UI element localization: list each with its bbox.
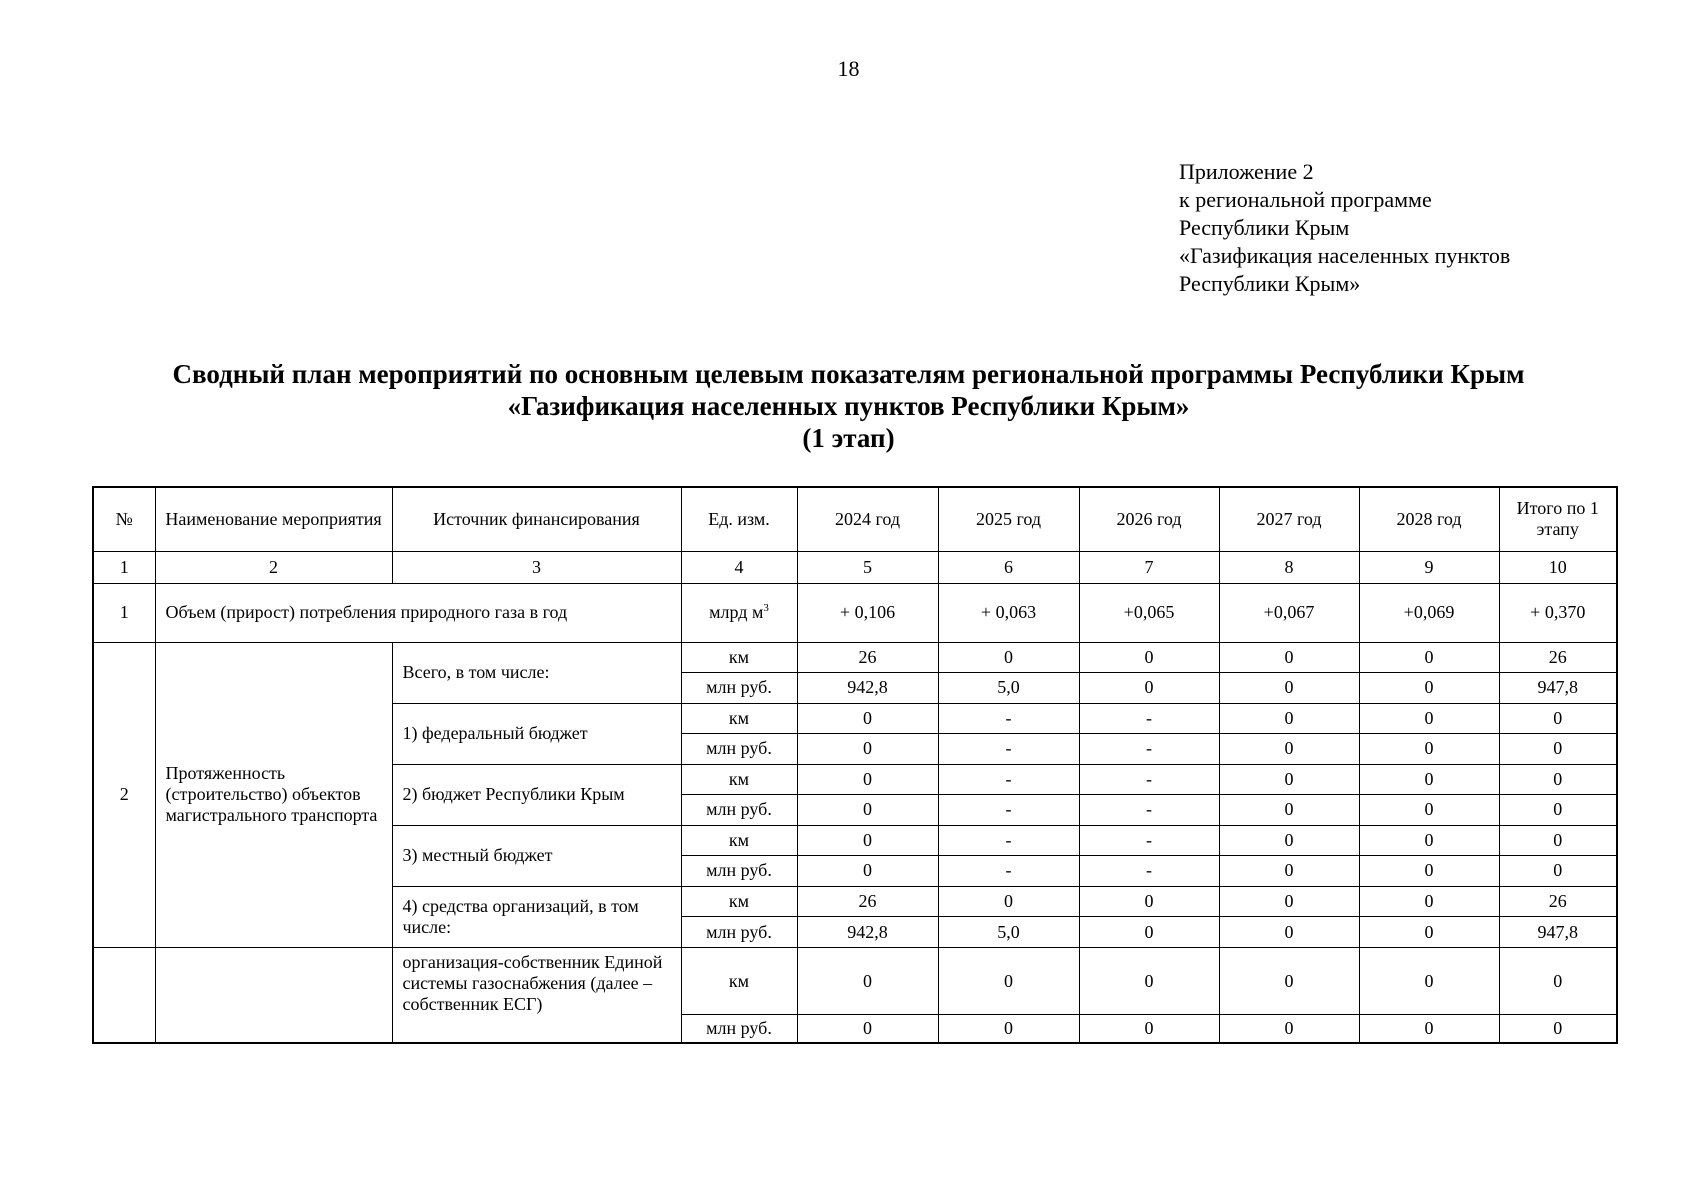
row-esg-owner-subrow bbox=[93, 948, 1617, 1015]
value-2028: 0 bbox=[1359, 764, 1499, 795]
column-number: 4 bbox=[681, 551, 797, 583]
value-2025: - bbox=[938, 856, 1079, 887]
activity-name bbox=[155, 948, 392, 1043]
value-2026: +0,065 bbox=[1079, 583, 1219, 642]
column-number: 10 bbox=[1499, 551, 1617, 583]
value-2026: 0 bbox=[1079, 917, 1219, 948]
value-2024: 0 bbox=[797, 795, 938, 826]
activity-name: Объем (прирост) потребления природного газа в год bbox=[155, 583, 681, 642]
unit-cell: км bbox=[681, 825, 797, 856]
value-2027: 0 bbox=[1219, 917, 1359, 948]
unit-superscript: 3 bbox=[763, 602, 769, 614]
header-name: Наименование мероприятия bbox=[155, 487, 392, 551]
unit-cell: км bbox=[681, 886, 797, 917]
value-2026: 0 bbox=[1079, 1015, 1219, 1043]
value-2024: 0 bbox=[797, 764, 938, 795]
value-2028: 0 bbox=[1359, 825, 1499, 856]
value-2025: 0 bbox=[938, 948, 1079, 1015]
appendix-line: «Газификация населенных пунктов bbox=[1179, 243, 1511, 268]
value-2026: - bbox=[1079, 734, 1219, 765]
header-num: № bbox=[93, 487, 155, 551]
column-number: 8 bbox=[1219, 551, 1359, 583]
appendix-line: Республики Крым» bbox=[1179, 271, 1361, 296]
value-2028: 0 bbox=[1359, 948, 1499, 1015]
row-number: 1 bbox=[93, 583, 155, 642]
unit-cell: км bbox=[681, 642, 797, 673]
targets-table bbox=[92, 486, 1618, 1044]
value-2026: 0 bbox=[1079, 948, 1219, 1015]
funding-source: 2) бюджет Республики Крым bbox=[392, 764, 681, 825]
row-number: 2 bbox=[93, 642, 155, 948]
title-line: Сводный план мероприятий по основным целевым показателям региональной программы Республики Крым bbox=[172, 359, 1525, 389]
title-line: «Газификация населенных пунктов Республики Крым» bbox=[507, 391, 1190, 421]
value-2027: 0 bbox=[1219, 1015, 1359, 1043]
value-2026: 0 bbox=[1079, 642, 1219, 673]
header-2024: 2024 год bbox=[797, 487, 938, 551]
header-2028: 2028 год bbox=[1359, 487, 1499, 551]
column-number: 6 bbox=[938, 551, 1079, 583]
appendix-note bbox=[1179, 158, 1510, 298]
funding-source: 3) местный бюджет bbox=[392, 825, 681, 886]
value-2024: 942,8 bbox=[797, 917, 938, 948]
value-2027: 0 bbox=[1219, 764, 1359, 795]
value-2024: 26 bbox=[797, 642, 938, 673]
value-2025: 5,0 bbox=[938, 917, 1079, 948]
value-2024: 0 bbox=[797, 1015, 938, 1043]
value-2027: 0 bbox=[1219, 795, 1359, 826]
value-2028: 0 bbox=[1359, 703, 1499, 734]
unit-cell: км bbox=[681, 764, 797, 795]
value-2025: - bbox=[938, 825, 1079, 856]
value-2027: 0 bbox=[1219, 673, 1359, 704]
value-2028: 0 bbox=[1359, 1015, 1499, 1043]
header-row bbox=[93, 487, 1617, 551]
value-2026: - bbox=[1079, 856, 1219, 887]
funding-source: Всего, в том числе: bbox=[392, 642, 681, 703]
page-number: 18 bbox=[837, 56, 860, 81]
unit-cell: млн руб. bbox=[681, 856, 797, 887]
value-2024: 0 bbox=[797, 948, 938, 1015]
document-title bbox=[0, 358, 1697, 454]
value-2025: - bbox=[938, 703, 1079, 734]
row-consumption bbox=[93, 583, 1617, 642]
header-unit: Ед. изм. bbox=[681, 487, 797, 551]
value-total: 26 bbox=[1499, 886, 1617, 917]
unit-text: млрд м bbox=[709, 602, 764, 622]
column-number: 1 bbox=[93, 551, 155, 583]
value-2026: 0 bbox=[1079, 886, 1219, 917]
column-number: 7 bbox=[1079, 551, 1219, 583]
value-total: 0 bbox=[1499, 825, 1617, 856]
value-2025: 0 bbox=[938, 886, 1079, 917]
value-2024: + 0,106 bbox=[797, 583, 938, 642]
value-2025: 0 bbox=[938, 642, 1079, 673]
value-2024: 0 bbox=[797, 703, 938, 734]
value-total: 26 bbox=[1499, 642, 1617, 673]
value-2026: - bbox=[1079, 795, 1219, 826]
column-number: 5 bbox=[797, 551, 938, 583]
value-2028: 0 bbox=[1359, 734, 1499, 765]
value-total: + 0,370 bbox=[1499, 583, 1617, 642]
header-total: Итого по 1 этапу bbox=[1499, 487, 1617, 551]
value-2025: 0 bbox=[938, 1015, 1079, 1043]
activity-name: Протяженность (строительство) объектов магистрального транспорта bbox=[155, 642, 392, 948]
row-pipeline-subrow bbox=[93, 642, 1617, 673]
unit-cell: млн руб. bbox=[681, 795, 797, 826]
value-total: 0 bbox=[1499, 1015, 1617, 1043]
value-2024: 0 bbox=[797, 734, 938, 765]
appendix-line: Республики Крым bbox=[1179, 215, 1350, 240]
value-total: 947,8 bbox=[1499, 917, 1617, 948]
value-2025: - bbox=[938, 764, 1079, 795]
value-2028: 0 bbox=[1359, 642, 1499, 673]
value-2026: - bbox=[1079, 825, 1219, 856]
unit-cell bbox=[681, 583, 797, 642]
value-2027: 0 bbox=[1219, 856, 1359, 887]
value-2026: - bbox=[1079, 703, 1219, 734]
column-number: 3 bbox=[392, 551, 681, 583]
value-2028: +0,069 bbox=[1359, 583, 1499, 642]
value-2027: 0 bbox=[1219, 825, 1359, 856]
unit-cell: млн руб. bbox=[681, 1015, 797, 1043]
value-2027: 0 bbox=[1219, 948, 1359, 1015]
value-2028: 0 bbox=[1359, 673, 1499, 704]
column-number: 9 bbox=[1359, 551, 1499, 583]
value-total: 0 bbox=[1499, 734, 1617, 765]
value-2027: 0 bbox=[1219, 642, 1359, 673]
value-2025: + 0,063 bbox=[938, 583, 1079, 642]
value-2024: 942,8 bbox=[797, 673, 938, 704]
value-2025: - bbox=[938, 734, 1079, 765]
value-2025: 5,0 bbox=[938, 673, 1079, 704]
header-source: Источник финансирования bbox=[392, 487, 681, 551]
value-total: 0 bbox=[1499, 948, 1617, 1015]
value-2024: 26 bbox=[797, 886, 938, 917]
row-number bbox=[93, 948, 155, 1043]
unit-cell: км bbox=[681, 948, 797, 1015]
funding-source: 4) средства организаций, в том числе: bbox=[392, 886, 681, 948]
appendix-line: Приложение 2 bbox=[1179, 159, 1314, 184]
value-2027: +0,067 bbox=[1219, 583, 1359, 642]
value-total: 0 bbox=[1499, 795, 1617, 826]
value-2027: 0 bbox=[1219, 886, 1359, 917]
funding-source: организация-собственник Единой системы газоснабжения (далее – собственник ЕСГ) bbox=[392, 948, 681, 1043]
column-number: 2 bbox=[155, 551, 392, 583]
value-total: 0 bbox=[1499, 764, 1617, 795]
value-2026: - bbox=[1079, 764, 1219, 795]
header-2026: 2026 год bbox=[1079, 487, 1219, 551]
value-2027: 0 bbox=[1219, 703, 1359, 734]
table-body bbox=[93, 487, 1617, 1043]
value-total: 947,8 bbox=[1499, 673, 1617, 704]
unit-cell: млн руб. bbox=[681, 673, 797, 704]
unit-cell: млн руб. bbox=[681, 734, 797, 765]
value-2028: 0 bbox=[1359, 795, 1499, 826]
unit-cell: км bbox=[681, 703, 797, 734]
value-2024: 0 bbox=[797, 825, 938, 856]
value-2028: 0 bbox=[1359, 917, 1499, 948]
value-2028: 0 bbox=[1359, 886, 1499, 917]
value-total: 0 bbox=[1499, 856, 1617, 887]
funding-source: 1) федеральный бюджет bbox=[392, 703, 681, 764]
value-2026: 0 bbox=[1079, 673, 1219, 704]
appendix-line: к региональной программе bbox=[1179, 187, 1432, 212]
header-2025: 2025 год bbox=[938, 487, 1079, 551]
value-2028: 0 bbox=[1359, 856, 1499, 887]
header-2027: 2027 год bbox=[1219, 487, 1359, 551]
title-line: (1 этап) bbox=[802, 423, 895, 453]
value-2024: 0 bbox=[797, 856, 938, 887]
value-total: 0 bbox=[1499, 703, 1617, 734]
value-2025: - bbox=[938, 795, 1079, 826]
column-number-row bbox=[93, 551, 1617, 583]
unit-cell: млн руб. bbox=[681, 917, 797, 948]
value-2027: 0 bbox=[1219, 734, 1359, 765]
